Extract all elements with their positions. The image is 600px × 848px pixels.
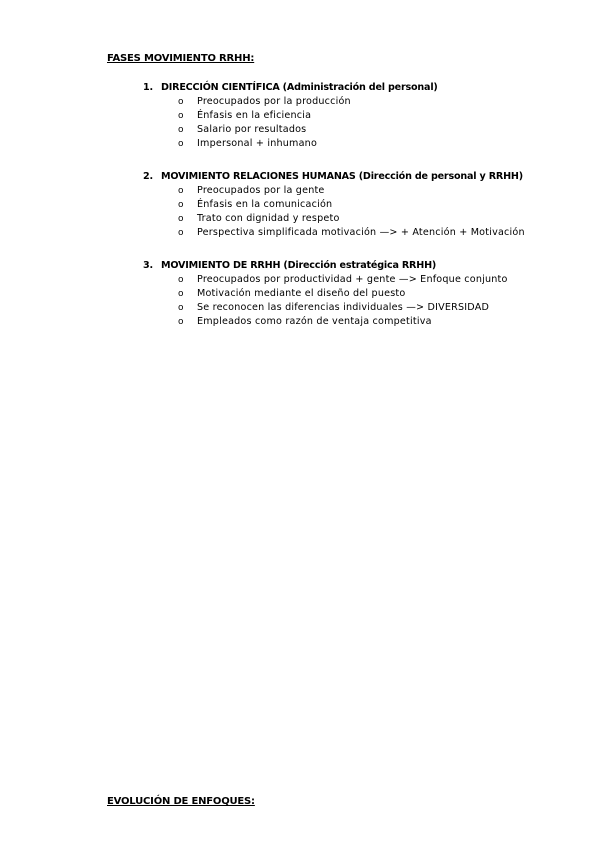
section-title-evolucion: EVOLUCIÓN DE ENFOQUES: (107, 796, 255, 807)
bullet-icon: o (178, 97, 184, 107)
bullet-list (143, 184, 583, 240)
list-item-text: Trato con dignidad y respeto (197, 213, 340, 224)
bullet-icon: o (178, 200, 184, 210)
section-heading: MOVIMIENTO DE RRHH (Dirección estratégica RRHH) (161, 260, 437, 271)
bullet-icon: o (178, 289, 184, 299)
section-header (143, 81, 583, 94)
list-item-text: Motivación mediante el diseño del puesto (197, 288, 406, 299)
list-item (143, 198, 583, 212)
list-item (143, 137, 583, 151)
section-relaciones-humanas (143, 170, 583, 240)
list-item (143, 123, 583, 137)
bullet-list (143, 273, 583, 329)
list-item (143, 109, 583, 123)
bullet-icon: o (178, 303, 184, 313)
bullet-icon: o (178, 228, 184, 238)
bullet-icon: o (178, 317, 184, 327)
list-item-text: Énfasis en la comunicación (197, 199, 333, 210)
section-header (143, 170, 583, 183)
section-number: 1. (143, 82, 153, 93)
section-heading: DIRECCIÓN CIENTÍFICA (Administración del personal) (161, 82, 438, 93)
list-item-text: Preocupados por la gente (197, 185, 325, 196)
list-item (143, 301, 583, 315)
bullet-icon: o (178, 214, 184, 224)
list-item-text: Perspectiva simplificada motivación —> + Atención + Motivación (197, 227, 525, 238)
page-title: FASES MOVIMIENTO RRHH: (107, 53, 255, 64)
list-item (143, 95, 583, 109)
list-item (143, 315, 583, 329)
list-item-text: Énfasis en la eficiencia (197, 110, 312, 121)
section-header (143, 259, 583, 272)
section-movimiento-rrhh (143, 259, 583, 329)
list-item-text: Preocupados por la producción (197, 96, 351, 107)
bullet-list (143, 95, 583, 151)
list-item-text: Empleados como razón de ventaja competitiva (197, 316, 432, 327)
bullet-icon: o (178, 186, 184, 196)
list-item (143, 184, 583, 198)
bullet-icon: o (178, 139, 184, 149)
bullet-icon: o (178, 275, 184, 285)
list-item-text: Impersonal + inhumano (197, 138, 318, 149)
bullet-icon: o (178, 111, 184, 121)
list-item-text: Preocupados por productividad + gente —> Enfoque conjunto (197, 274, 508, 285)
section-number: 2. (143, 171, 153, 182)
section-direccion-cientifica (143, 81, 583, 151)
section-number: 3. (143, 260, 153, 271)
list-item (143, 273, 583, 287)
list-item-text: Salario por resultados (197, 124, 307, 135)
list-item-text: Se reconocen las diferencias individuales —> DIVERSIDAD (197, 302, 490, 313)
bullet-icon: o (178, 125, 184, 135)
list-item (143, 226, 583, 240)
section-heading: MOVIMIENTO RELACIONES HUMANAS (Dirección de personal y RRHH) (161, 171, 523, 182)
list-item (143, 287, 583, 301)
list-item (143, 212, 583, 226)
